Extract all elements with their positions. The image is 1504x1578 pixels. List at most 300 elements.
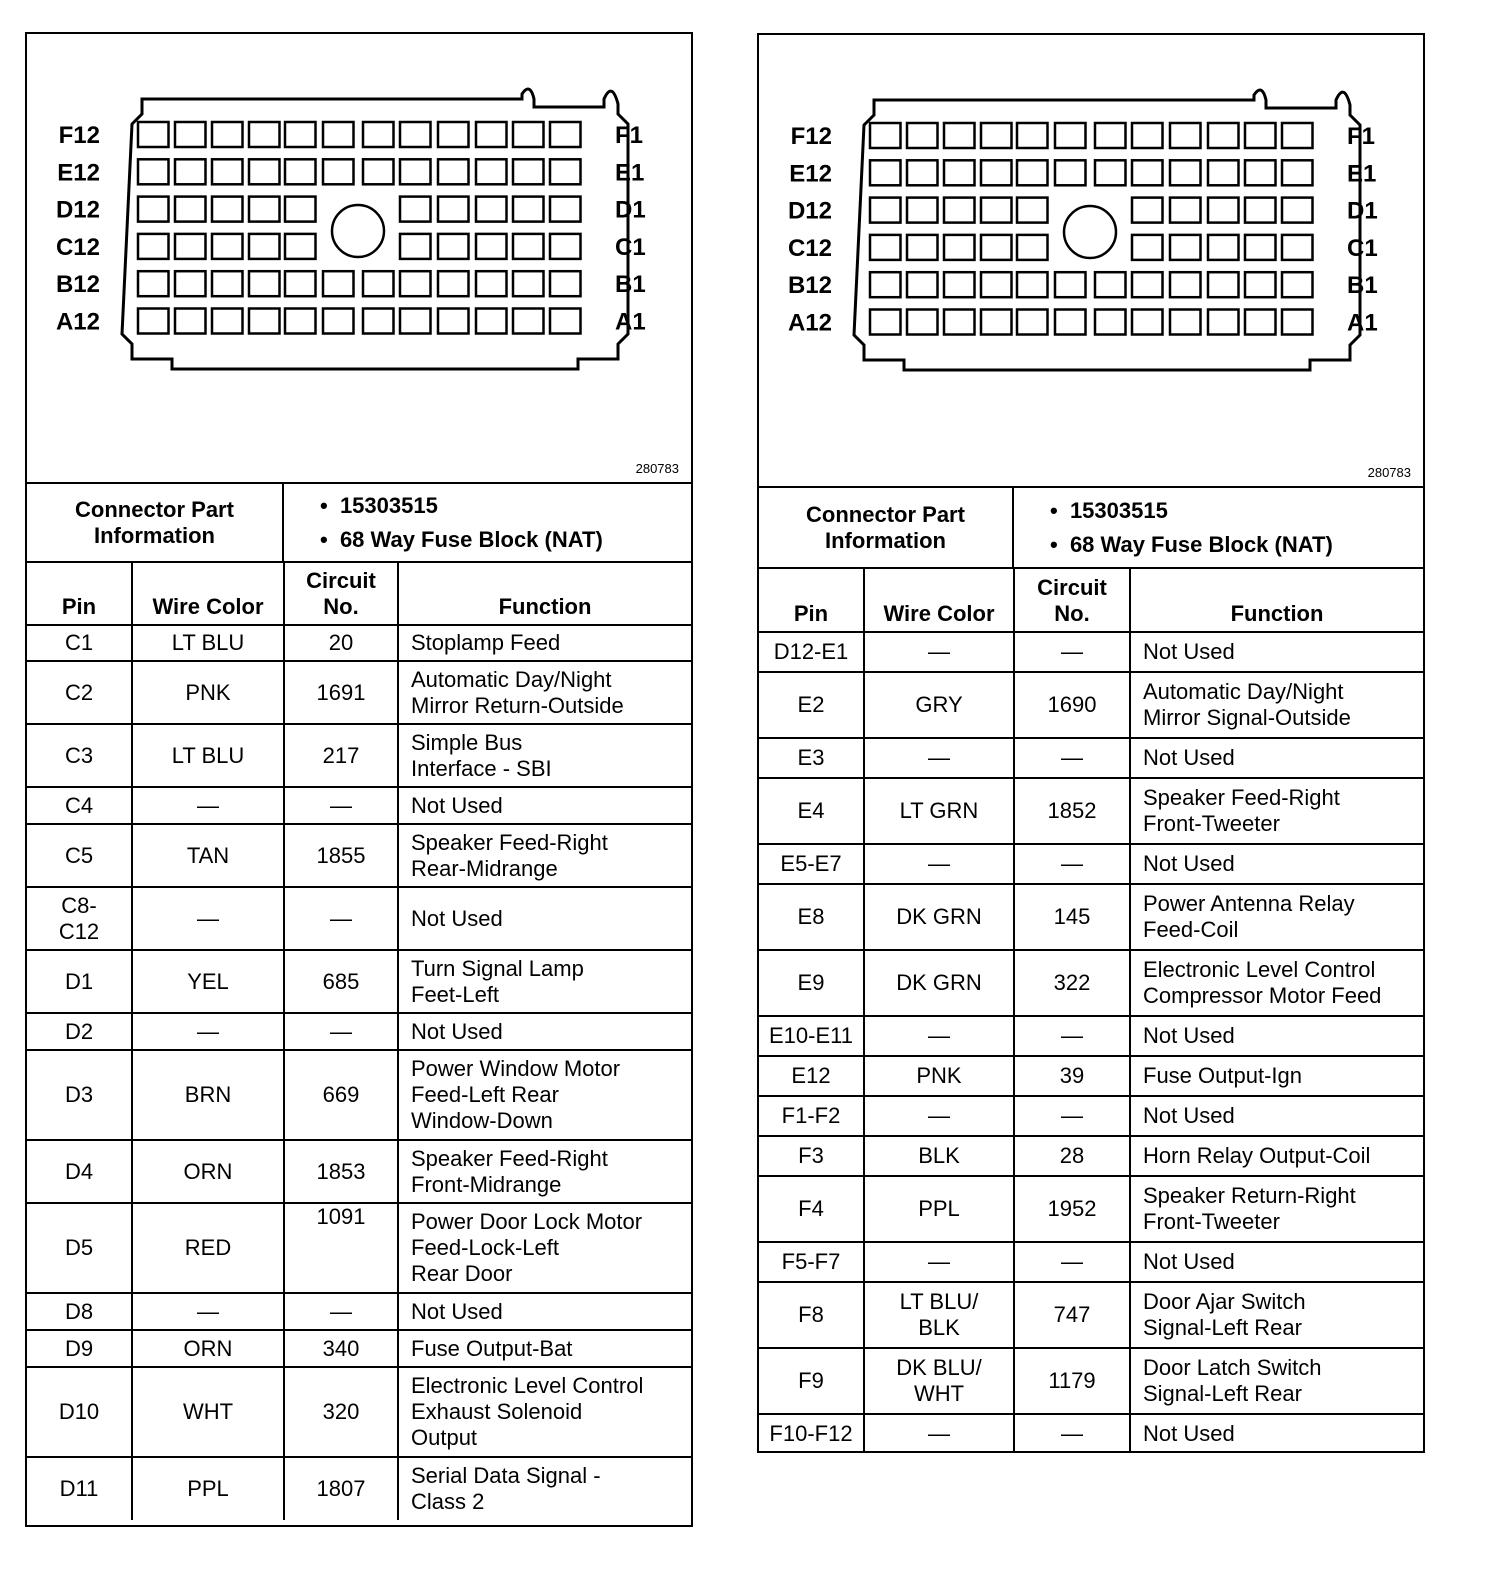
row-label-right: D1 bbox=[1347, 197, 1378, 225]
wire-color-cell: YEL bbox=[132, 950, 284, 1013]
wire-color-cell: — bbox=[864, 844, 1014, 884]
function-cell: Not Used bbox=[1130, 1016, 1423, 1056]
pin-cavity bbox=[363, 122, 394, 147]
pin-cavity bbox=[1170, 123, 1201, 148]
function-cell: Not Used bbox=[398, 1293, 691, 1330]
pin-cell: C1 bbox=[27, 625, 132, 661]
pin-cavity bbox=[1170, 160, 1201, 185]
row-label-right: C1 bbox=[615, 233, 646, 261]
row-label-left: D12 bbox=[787, 197, 832, 225]
wire-color-cell: — bbox=[132, 1293, 284, 1330]
pin-cavity bbox=[476, 234, 507, 259]
pin-cavity bbox=[212, 159, 243, 184]
pin-cavity bbox=[363, 309, 394, 334]
pin-cavity bbox=[175, 271, 206, 296]
wire-color-cell: — bbox=[864, 632, 1014, 672]
table-row bbox=[27, 950, 691, 1013]
wire-color-cell: ORN bbox=[132, 1140, 284, 1203]
pinout-rows bbox=[759, 632, 1423, 1452]
function-cell: Automatic Day/Night Mirror Return-Outside bbox=[398, 661, 691, 724]
table-row bbox=[27, 1050, 691, 1140]
wire-color-cell: TAN bbox=[132, 824, 284, 887]
pin-cavity bbox=[138, 122, 169, 147]
pin-cavity bbox=[1017, 198, 1048, 223]
pin-cavity bbox=[1095, 310, 1126, 335]
pin-cavity bbox=[249, 271, 280, 296]
pin-cavity bbox=[870, 310, 901, 335]
function-cell: Stoplamp Feed bbox=[398, 625, 691, 661]
pin-cell: C8- C12 bbox=[27, 887, 132, 950]
pin-cavity bbox=[550, 197, 581, 222]
wire-color-cell: — bbox=[132, 1013, 284, 1050]
pin-cavity bbox=[907, 123, 938, 148]
pin-cavity bbox=[1055, 123, 1086, 148]
pin-cavity bbox=[944, 198, 975, 223]
pin-cavity bbox=[550, 234, 581, 259]
pin-cavity bbox=[1095, 160, 1126, 185]
pin-cavity bbox=[285, 122, 316, 147]
wire-color-cell: DK GRN bbox=[864, 884, 1014, 950]
pin-cavity bbox=[323, 122, 354, 147]
row-label-left: C12 bbox=[55, 233, 100, 261]
part-description: • 68 Way Fuse Block (NAT) bbox=[320, 523, 685, 557]
pin-cavity bbox=[138, 309, 169, 334]
pin-cell: C4 bbox=[27, 787, 132, 824]
table-row bbox=[759, 738, 1423, 778]
table-row bbox=[27, 787, 691, 824]
pin-cavity bbox=[438, 197, 469, 222]
connector-panel-right bbox=[757, 33, 1425, 1453]
pin-cavity bbox=[870, 123, 901, 148]
pin-cavity bbox=[1170, 272, 1201, 297]
table-row bbox=[759, 950, 1423, 1016]
wire-color-cell: — bbox=[864, 1016, 1014, 1056]
row-label-left: F12 bbox=[790, 123, 832, 150]
pin-cell: F9 bbox=[759, 1348, 864, 1414]
wire-color-cell: ORN bbox=[132, 1330, 284, 1367]
pin-cavity bbox=[285, 159, 316, 184]
figure-number: 280783 bbox=[635, 461, 679, 476]
pin-cavity bbox=[513, 197, 544, 222]
pin-cavity bbox=[400, 197, 431, 222]
pin-cell: E8 bbox=[759, 884, 864, 950]
circuit-cell: 685 bbox=[284, 950, 398, 1013]
pin-cavity bbox=[1208, 310, 1239, 335]
pin-cell: E9 bbox=[759, 950, 864, 1016]
header-wire-color: Wire Color bbox=[132, 562, 284, 625]
function-cell: Not Used bbox=[1130, 844, 1423, 884]
wire-color-cell: DK GRN bbox=[864, 950, 1014, 1016]
figure-number: 280783 bbox=[1367, 465, 1411, 480]
pin-cavity bbox=[1245, 235, 1276, 260]
circuit-cell: 28 bbox=[1014, 1136, 1130, 1176]
pin-cavity bbox=[1208, 235, 1239, 260]
circuit-cell: 1179 bbox=[1014, 1348, 1130, 1414]
pinout-table bbox=[27, 561, 691, 1520]
pin-cavity bbox=[476, 122, 507, 147]
pin-cell: C3 bbox=[27, 724, 132, 787]
part-description: • 68 Way Fuse Block (NAT) bbox=[1050, 528, 1417, 562]
circuit-cell: 320 bbox=[284, 1367, 398, 1457]
pin-cavity bbox=[1208, 160, 1239, 185]
row-label-left: B12 bbox=[55, 271, 100, 299]
pin-cavity bbox=[1055, 160, 1086, 185]
header-function: Function bbox=[398, 562, 691, 625]
row-label-right: D1 bbox=[615, 196, 646, 224]
pin-cavity bbox=[400, 309, 431, 334]
pin-cell: E2 bbox=[759, 672, 864, 738]
wire-color-cell: BLK bbox=[864, 1136, 1014, 1176]
pin-cavity bbox=[550, 159, 581, 184]
pin-cavity bbox=[285, 309, 316, 334]
pin-cell: F3 bbox=[759, 1136, 864, 1176]
pin-cavity bbox=[1282, 272, 1313, 297]
table-row bbox=[759, 1242, 1423, 1282]
pin-cavity bbox=[212, 234, 243, 259]
pin-cavity bbox=[1245, 123, 1276, 148]
function-cell: Horn Relay Output-Coil bbox=[1130, 1136, 1423, 1176]
table-row bbox=[27, 1293, 691, 1330]
pin-cavity bbox=[175, 309, 206, 334]
header-circuit-no-label: Circuit No. bbox=[306, 568, 376, 619]
function-cell: Speaker Feed-Right Front-Tweeter bbox=[1130, 778, 1423, 844]
pin-cavity bbox=[1282, 160, 1313, 185]
pin-cell: F10-F12 bbox=[759, 1414, 864, 1452]
pin-cavity bbox=[1245, 160, 1276, 185]
table-row bbox=[759, 778, 1423, 844]
pin-cell: D4 bbox=[27, 1140, 132, 1203]
circuit-cell: 20 bbox=[284, 625, 398, 661]
circuit-cell: 145 bbox=[1014, 884, 1130, 950]
table-row bbox=[759, 1016, 1423, 1056]
circuit-cell: 1690 bbox=[1014, 672, 1130, 738]
row-label-left: B12 bbox=[787, 272, 832, 300]
connector-info-label: Connector Part Information bbox=[759, 488, 1013, 567]
pin-cell: D8 bbox=[27, 1293, 132, 1330]
row-label-left: A12 bbox=[55, 308, 100, 336]
circuit-cell: — bbox=[1014, 738, 1130, 778]
function-cell: Not Used bbox=[1130, 1242, 1423, 1282]
function-cell: Not Used bbox=[398, 1013, 691, 1050]
pin-cavity bbox=[1055, 310, 1086, 335]
pin-cavity bbox=[1132, 235, 1163, 260]
circuit-cell: 322 bbox=[1014, 950, 1130, 1016]
pin-cavity bbox=[513, 309, 544, 334]
table-row bbox=[27, 661, 691, 724]
row-label-left: D12 bbox=[55, 196, 100, 224]
pin-cavity bbox=[400, 271, 431, 296]
wire-color-cell: RED bbox=[132, 1203, 284, 1293]
header-circuit-no-label: Circuit No. bbox=[1037, 575, 1107, 626]
connector-face-diagram bbox=[27, 34, 690, 482]
table-row bbox=[27, 724, 691, 787]
center-bolt-hole bbox=[1064, 206, 1116, 258]
pin-cavity bbox=[138, 197, 169, 222]
function-cell: Serial Data Signal - Class 2 bbox=[398, 1457, 691, 1520]
connector-info-values bbox=[283, 484, 691, 561]
circuit-cell: — bbox=[1014, 1414, 1130, 1452]
pin-cell: E12 bbox=[759, 1056, 864, 1096]
pin-cavity bbox=[249, 197, 280, 222]
circuit-cell: 1852 bbox=[1014, 778, 1130, 844]
pin-cavity bbox=[513, 234, 544, 259]
pin-cavity bbox=[1245, 198, 1276, 223]
pin-cavity bbox=[1132, 160, 1163, 185]
pin-cavity bbox=[212, 197, 243, 222]
connector-diagram bbox=[759, 35, 1423, 488]
row-label-right: E1 bbox=[615, 159, 645, 187]
row-label-right: E1 bbox=[1347, 160, 1377, 188]
pin-cavity bbox=[907, 198, 938, 223]
pin-cavity bbox=[550, 271, 581, 296]
table-row bbox=[27, 887, 691, 950]
row-label-left: F12 bbox=[58, 122, 100, 149]
function-cell: Turn Signal Lamp Feet-Left bbox=[398, 950, 691, 1013]
connector-info-label: Connector Part Information bbox=[27, 484, 283, 561]
circuit-cell: — bbox=[1014, 1096, 1130, 1136]
circuit-cell: 1853 bbox=[284, 1140, 398, 1203]
header-circuit-no bbox=[1014, 568, 1130, 632]
table-row bbox=[27, 1203, 691, 1293]
table-row bbox=[759, 1348, 1423, 1414]
pin-cell: E3 bbox=[759, 738, 864, 778]
pin-cell: D9 bbox=[27, 1330, 132, 1367]
pin-cavity bbox=[1282, 310, 1313, 335]
pin-cavity bbox=[907, 235, 938, 260]
row-label-right: A1 bbox=[615, 308, 646, 336]
pinout-rows bbox=[27, 625, 691, 1520]
pin-cell: D10 bbox=[27, 1367, 132, 1457]
connector-panel-left bbox=[25, 32, 693, 1527]
pin-cavity bbox=[175, 122, 206, 147]
header-wire-color: Wire Color bbox=[864, 568, 1014, 632]
pin-cavity bbox=[175, 159, 206, 184]
function-cell: Fuse Output-Bat bbox=[398, 1330, 691, 1367]
pin-cavity bbox=[249, 309, 280, 334]
row-label-left: C12 bbox=[787, 234, 832, 262]
header-function: Function bbox=[1130, 568, 1423, 632]
pin-cavity bbox=[550, 309, 581, 334]
table-row bbox=[27, 1140, 691, 1203]
table-row bbox=[759, 1056, 1423, 1096]
connector-diagram bbox=[27, 34, 691, 484]
pin-cavity bbox=[363, 271, 394, 296]
circuit-cell: 340 bbox=[284, 1330, 398, 1367]
connector-info-table bbox=[759, 488, 1423, 567]
pin-cavity bbox=[981, 235, 1012, 260]
pin-cell: F8 bbox=[759, 1282, 864, 1348]
header-circuit-no bbox=[284, 562, 398, 625]
table-row bbox=[759, 1282, 1423, 1348]
function-cell: Electronic Level Control Exhaust Solenoid Output bbox=[398, 1367, 691, 1457]
pin-cavity bbox=[1170, 235, 1201, 260]
pin-cell: D3 bbox=[27, 1050, 132, 1140]
pin-cavity bbox=[513, 159, 544, 184]
function-cell: Fuse Output-Ign bbox=[1130, 1056, 1423, 1096]
wire-color-cell: — bbox=[864, 738, 1014, 778]
pin-cavity bbox=[870, 160, 901, 185]
pin-cavity bbox=[400, 122, 431, 147]
pin-cavity bbox=[1282, 198, 1313, 223]
table-row bbox=[759, 844, 1423, 884]
circuit-cell: 1091 bbox=[284, 1203, 398, 1293]
pin-cavity bbox=[1208, 198, 1239, 223]
wire-color-cell: — bbox=[864, 1414, 1014, 1452]
function-cell: Not Used bbox=[1130, 738, 1423, 778]
pin-cell: D2 bbox=[27, 1013, 132, 1050]
pin-cavity bbox=[1132, 272, 1163, 297]
pin-cavity bbox=[1132, 310, 1163, 335]
circuit-cell: 747 bbox=[1014, 1282, 1130, 1348]
pin-cavity bbox=[981, 123, 1012, 148]
row-label-right: F1 bbox=[1347, 123, 1376, 150]
pin-cavity bbox=[212, 122, 243, 147]
pin-cell: F4 bbox=[759, 1176, 864, 1242]
pin-cavity bbox=[1017, 123, 1048, 148]
wire-color-cell: PPL bbox=[132, 1457, 284, 1520]
table-row bbox=[759, 1176, 1423, 1242]
circuit-cell: 1691 bbox=[284, 661, 398, 724]
row-label-right: F1 bbox=[615, 122, 644, 149]
pin-cavity bbox=[438, 159, 469, 184]
table-row bbox=[759, 632, 1423, 672]
circuit-cell: 1952 bbox=[1014, 1176, 1130, 1242]
pin-cavity bbox=[1208, 272, 1239, 297]
table-row bbox=[759, 672, 1423, 738]
pin-cavity bbox=[1170, 310, 1201, 335]
wire-color-cell: LT GRN bbox=[864, 778, 1014, 844]
pin-cavity bbox=[944, 235, 975, 260]
pin-cell: D12-E1 bbox=[759, 632, 864, 672]
row-label-left: E12 bbox=[57, 159, 100, 187]
table-row bbox=[27, 1013, 691, 1050]
circuit-cell: 1855 bbox=[284, 824, 398, 887]
pin-cavity bbox=[138, 271, 169, 296]
pin-cell: D5 bbox=[27, 1203, 132, 1293]
circuit-cell: — bbox=[284, 1013, 398, 1050]
row-label-right: A1 bbox=[1347, 309, 1378, 337]
row-label-right: B1 bbox=[1347, 272, 1378, 300]
pin-cavity bbox=[513, 122, 544, 147]
circuit-cell: — bbox=[1014, 1242, 1130, 1282]
circuit-cell: — bbox=[1014, 1016, 1130, 1056]
pin-cavity bbox=[175, 197, 206, 222]
pin-cavity bbox=[1017, 272, 1048, 297]
pin-cavity bbox=[1170, 198, 1201, 223]
pin-cavity bbox=[476, 271, 507, 296]
pin-cavity bbox=[870, 235, 901, 260]
pin-cavity bbox=[212, 309, 243, 334]
pin-cavity bbox=[981, 310, 1012, 335]
pin-cavity bbox=[400, 159, 431, 184]
pin-cavity bbox=[870, 198, 901, 223]
circuit-cell: — bbox=[1014, 632, 1130, 672]
circuit-cell: 217 bbox=[284, 724, 398, 787]
pin-cavity bbox=[1055, 272, 1086, 297]
pin-cavity bbox=[363, 159, 394, 184]
pinout-table bbox=[759, 567, 1423, 1452]
pin-cavity bbox=[476, 159, 507, 184]
pin-cavity bbox=[907, 310, 938, 335]
pin-cavity bbox=[212, 271, 243, 296]
pin-cavity bbox=[1245, 310, 1276, 335]
pin-cavity bbox=[1132, 123, 1163, 148]
circuit-cell: 39 bbox=[1014, 1056, 1130, 1096]
table-row bbox=[759, 884, 1423, 950]
pin-cavity bbox=[285, 197, 316, 222]
function-cell: Not Used bbox=[398, 887, 691, 950]
function-cell: Door Latch Switch Signal-Left Rear bbox=[1130, 1348, 1423, 1414]
pin-cavity bbox=[1017, 235, 1048, 260]
table-row bbox=[759, 1136, 1423, 1176]
pin-cell: C2 bbox=[27, 661, 132, 724]
pin-cell: E5-E7 bbox=[759, 844, 864, 884]
wire-color-cell: GRY bbox=[864, 672, 1014, 738]
pin-cavity bbox=[1017, 160, 1048, 185]
circuit-cell: 1807 bbox=[284, 1457, 398, 1520]
connector-housing bbox=[854, 90, 1360, 370]
pin-cavity bbox=[438, 234, 469, 259]
wire-color-cell: WHT bbox=[132, 1367, 284, 1457]
pin-cavity bbox=[1095, 123, 1126, 148]
pin-cavity bbox=[323, 271, 354, 296]
pin-cavity bbox=[907, 160, 938, 185]
wire-color-cell: PNK bbox=[132, 661, 284, 724]
header-pin: Pin bbox=[759, 568, 864, 632]
pin-cavity bbox=[438, 309, 469, 334]
pin-cavity bbox=[1095, 272, 1126, 297]
function-cell: Simple Bus Interface - SBI bbox=[398, 724, 691, 787]
part-number: • 15303515 bbox=[320, 489, 685, 523]
pin-cell: C5 bbox=[27, 824, 132, 887]
function-cell: Speaker Feed-Right Front-Midrange bbox=[398, 1140, 691, 1203]
pin-cavity bbox=[1017, 310, 1048, 335]
connector-housing bbox=[122, 89, 628, 369]
wire-color-cell: — bbox=[864, 1242, 1014, 1282]
wire-color-cell: PNK bbox=[864, 1056, 1014, 1096]
function-cell: Door Ajar Switch Signal-Left Rear bbox=[1130, 1282, 1423, 1348]
pin-cavity bbox=[870, 272, 901, 297]
pin-cell: F1-F2 bbox=[759, 1096, 864, 1136]
pin-cavity bbox=[1245, 272, 1276, 297]
function-cell: Automatic Day/Night Mirror Signal-Outside bbox=[1130, 672, 1423, 738]
function-cell: Power Window Motor Feed-Left Rear Window-Down bbox=[398, 1050, 691, 1140]
row-label-left: E12 bbox=[789, 160, 832, 188]
pin-cell: E4 bbox=[759, 778, 864, 844]
header-pin: Pin bbox=[27, 562, 132, 625]
pin-cell: D1 bbox=[27, 950, 132, 1013]
wire-color-cell: PPL bbox=[864, 1176, 1014, 1242]
part-number: • 15303515 bbox=[1050, 494, 1417, 528]
pin-cell: F5-F7 bbox=[759, 1242, 864, 1282]
circuit-cell: — bbox=[284, 1293, 398, 1330]
row-label-right: C1 bbox=[1347, 234, 1378, 262]
circuit-cell: — bbox=[284, 787, 398, 824]
pin-cavity bbox=[476, 197, 507, 222]
pin-cavity bbox=[944, 160, 975, 185]
pin-cell: D11 bbox=[27, 1457, 132, 1520]
circuit-cell: — bbox=[1014, 844, 1130, 884]
pin-cavity bbox=[944, 310, 975, 335]
row-label-right: B1 bbox=[615, 271, 646, 299]
table-row bbox=[27, 1367, 691, 1457]
pin-cavity bbox=[1208, 123, 1239, 148]
pin-cavity bbox=[981, 198, 1012, 223]
table-row bbox=[759, 1414, 1423, 1452]
wire-color-cell: BRN bbox=[132, 1050, 284, 1140]
pin-cavity bbox=[438, 271, 469, 296]
function-cell: Speaker Return-Right Front-Tweeter bbox=[1130, 1176, 1423, 1242]
